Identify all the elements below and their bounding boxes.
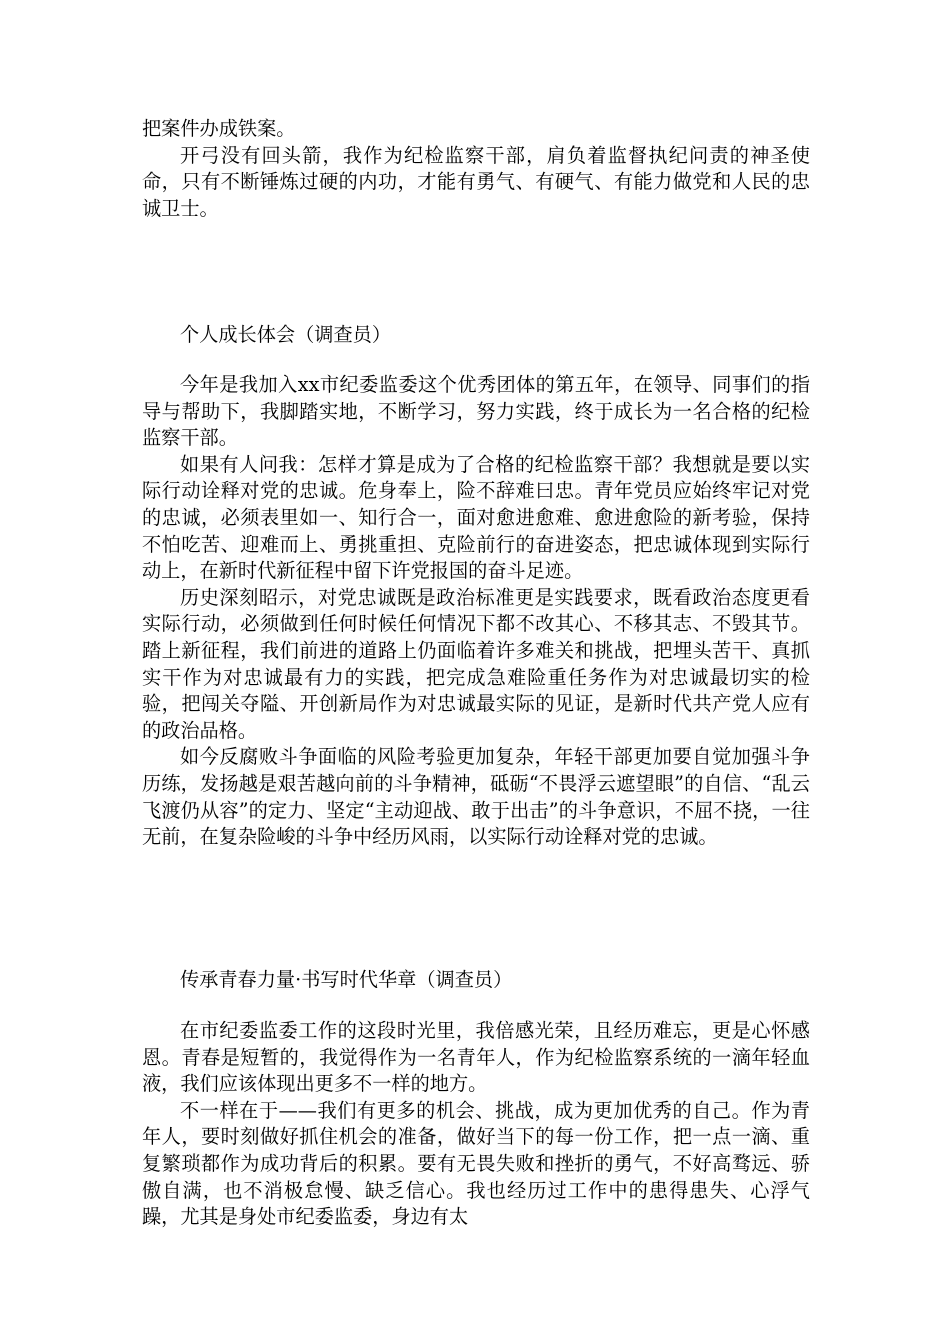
paragraph: 不一样在于——我们有更多的机会、挑战，成为更加优秀的自己。作为青年人，要时刻做好抓住机会的准备，做好当下的每一份工作，把一点一滴、重复繁琐都作为成功背后的积累。要有无畏失败和挫折的勇气，不好高骛远、骄傲自满，也不消极怠慢、缺乏信心。我也经历过工作中的患得患失、心浮气躁，尤其是身处市纪委监委，身边有太	[142, 1098, 810, 1229]
section-youth-power	[142, 1018, 810, 1231]
paragraph: 在市纪委监委工作的这段时光里，我倍感光荣，且经历难忘，更是心怀感恩。青春是短暂的，我觉得作为一名青年人，作为纪检监察系统的一滴年轻血液，我们应该体现出更多不一样的地方。	[142, 1019, 810, 1096]
paragraph: 开弓没有回头箭，我作为纪检监察干部，肩负着监督执纪问责的神圣使命，只有不断锤炼过硬的内功，才能有勇气、有硬气、有能力做党和人民的忠诚卫士。	[142, 143, 810, 220]
paragraph: 如果有人问我：怎样才算是成为了合格的纪检监察干部？我想就是要以实际行动诠释对党的忠诚。危身奉上，险不辞难曰忠。青年党员应始终牢记对党的忠诚，必须表里如一、知行合一，面对愈进愈难、愈进愈险的新考验，保持不怕吃苦、迎难而上、勇挑重担、克险前行的奋进姿态，把忠诚体现到实际行动上，在新时代新征程中留下许党报国的奋斗足迹。	[142, 452, 810, 583]
paragraph: 历史深刻昭示，对党忠诚既是政治标准更是实践要求，既看政治态度更看实际行动，必须做到任何时候任何情况下都不改其心、不移其志、不毁其节。踏上新征程，我们前进的道路上仍面临着许多难关和挑战，把埋头苦干、真抓实干作为对忠诚最有力的实践，把完成急难险重任务作为对忠诚最切实的检验，把闯关夺隘、开创新局作为对忠诚最实际的见证，是新时代共产党人应有的政治品格。	[142, 585, 810, 742]
paragraph: 把案件办成铁案。	[142, 117, 296, 140]
section-personal-growth	[142, 372, 810, 851]
section-title-youth-power: 传承青春力量·书写时代华章（调查员）	[180, 968, 513, 991]
paragraph: 今年是我加入xx市纪委监委这个优秀团体的第五年，在领导、同事们的指导与帮助下，我脚踏实地，不断学习，努力实践，终于成长为一名合格的纪检监察干部。	[142, 373, 810, 450]
paragraph: 如今反腐败斗争面临的风险考验更加复杂，年轻干部更加要自觉加强斗争历练，发扬越是艰苦越向前的斗争精神，砥砺“不畏浮云遮望眼”的自信、“乱云飞渡仍从容”的定力、坚定“主动迎战、敢于出击”的斗争意识，不屈不挠，一往无前，在复杂险峻的斗争中经历风雨，以实际行动诠释对党的忠诚。	[142, 745, 810, 849]
section-intro	[142, 116, 810, 222]
section-title-personal-growth: 个人成长体会（调查员）	[180, 323, 392, 346]
